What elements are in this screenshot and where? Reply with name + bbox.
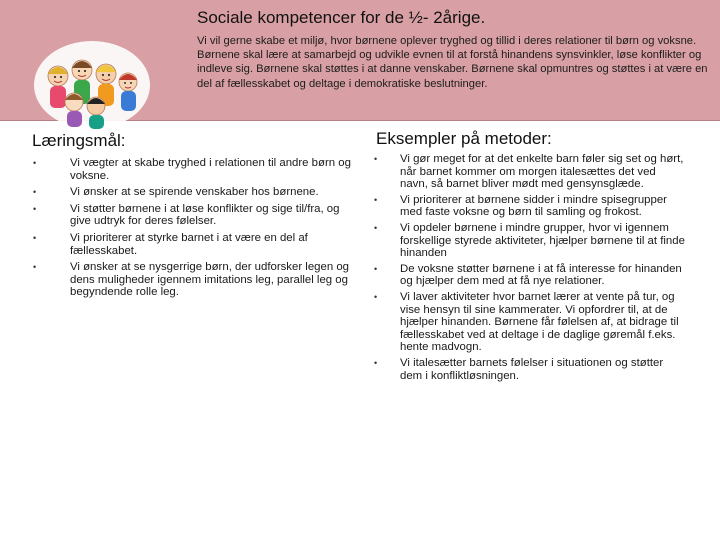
list-item: • Vi gør meget for at det enkelte barn føler sig set og hørt, når barnet kommer om morgen italesættes det ved navn, så barnet bliver mødt med gensynsglæde. bbox=[374, 153, 686, 191]
intro-text: Vi vil gerne skabe et miljø, hvor børnene oplever tryghed og tillid i deres relationer til børn og voksne. Børnene skal lære at samarbejd og udvikle evnen til at forstå hinandens synsvinkler, løse konflikter og indleve sig. Børnene skal støttes i at danne venskaber. Børnene skal opmuntres og støttes i at være en del af fællesskabet og deltage i demokratiske beslutninger. bbox=[197, 35, 708, 90]
list-item: • Vi opdeler børnene i mindre grupper, hvor vi igennem forskellige styrede aktiviteter, hjælper børnene til at finde hinanden bbox=[374, 222, 686, 260]
methods-title: Eksempler på metoder: bbox=[376, 129, 552, 148]
children-group-icon bbox=[30, 30, 150, 130]
learning-goals-list bbox=[33, 157, 351, 303]
page-title: Sociale kompetencer for de ½- 2årige. bbox=[197, 8, 486, 27]
list-item: • Vi laver aktiviteter hvor barnet lærer at vente på tur, og vise hensyn til sine kammerater. Vi opfordrer til, at de hjælper hinanden. Børnene får følelsen af, at bidrage til fællesskabet ved at deltage i de daglige gøremål f.eks. hente madvogn. bbox=[374, 291, 686, 354]
learning-goals-title: Læringsmål: bbox=[32, 131, 126, 150]
list-item: • Vi italesætter barnets følelser i situationen og støtter dem i konfliktløsningen. bbox=[374, 357, 686, 382]
methods-list bbox=[374, 153, 686, 385]
list-item: • De voksne støtter børnene i at få interesse for hinanden og hjælper dem med at få nye relationer. bbox=[374, 263, 686, 288]
list-item: • Vi støtter børnene i at løse konflikter og sige til/fra, og give udtryk for deres følelser. bbox=[33, 203, 351, 228]
list-item: • Vi prioriterer at styrke barnet i at være en del af fællesskabet. bbox=[33, 232, 351, 257]
list-item: • Vi ønsker at se nysgerrige børn, der udforsker legen og dens muligheder igennem imitations leg, parallel leg og begyndende rolle leg. bbox=[33, 261, 351, 299]
list-item: • Vi prioriterer at børnene sidder i mindre spisegrupper med faste voksne og børn til samling og frokost. bbox=[374, 194, 686, 219]
list-item: • Vi ønsker at se spirende venskaber hos børnene. bbox=[33, 186, 351, 199]
list-item: • Vi vægter at skabe tryghed i relationen til andre børn og voksne. bbox=[33, 157, 351, 182]
